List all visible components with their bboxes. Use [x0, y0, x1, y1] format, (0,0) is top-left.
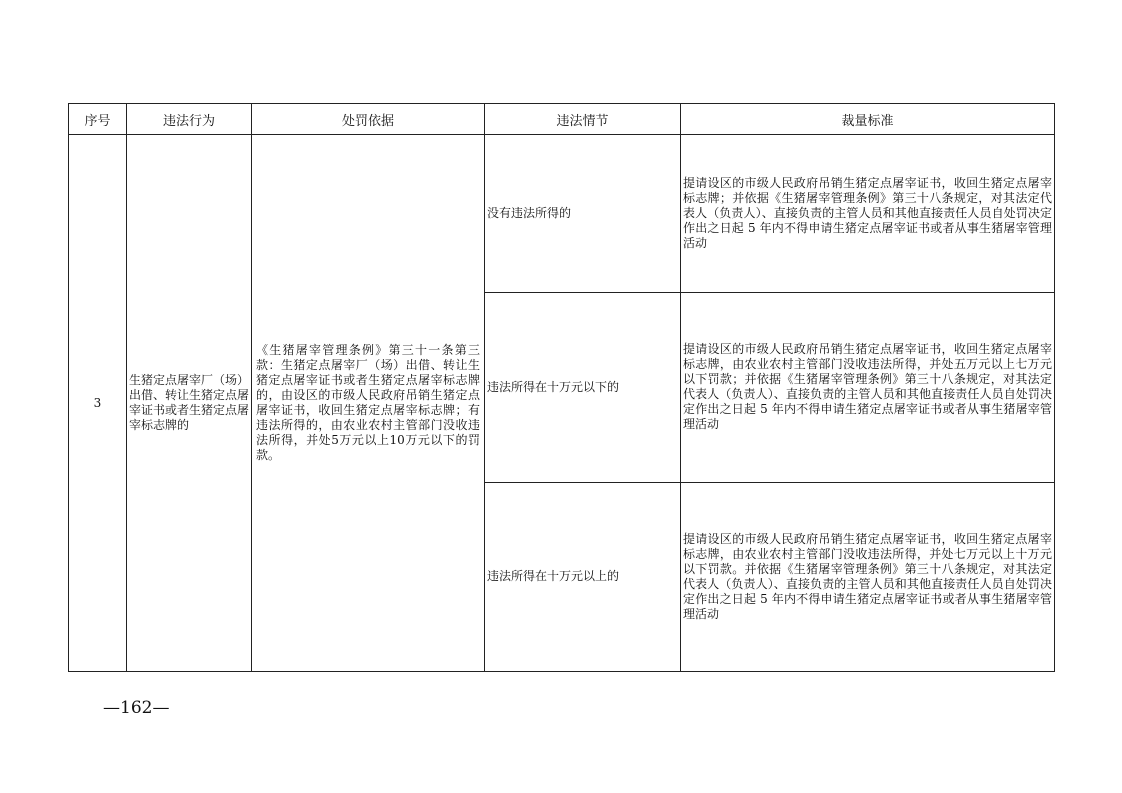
circumstance-cell: 违法所得在十万元以上的 — [485, 482, 681, 671]
header-standard: 裁量标准 — [681, 104, 1055, 135]
standard-cell: 提请设区的市级人民政府吊销生猪定点屠宰证书，收回生猪定点屠宰标志牌；并依据《生猪屠宰管理条例》第三十八条规定，对其法定代表人（负责人）、直接负责的主管人员和其他直接责任人员自处罚决定作出之日起 5 年内不得申请生猪定点屠宰证书或者从事生猪屠宰管理活动 — [681, 135, 1055, 293]
table-row — [69, 135, 1055, 293]
header-circumstance: 违法情节 — [485, 104, 681, 135]
header-penalty-basis: 处罚依据 — [252, 104, 485, 135]
standard-cell: 提请设区的市级人民政府吊销生猪定点屠宰证书，收回生猪定点屠宰标志牌，由农业农村主管部门没收违法所得，并处七万元以上十万元以下罚款。并依据《生猪屠宰管理条例》第三十八条规定，对其法定代表人（负责人）、直接负责的主管人员和其他直接责任人员自处罚决定作出之日起 5 年内不得申请生猪定点屠宰证书或者从事生猪屠宰管理活动 — [681, 482, 1055, 671]
table-header-row — [69, 104, 1055, 135]
page-number: —162— — [103, 698, 170, 718]
standard-cell: 提请设区的市级人民政府吊销生猪定点屠宰证书，收回生猪定点屠宰标志牌，由农业农村主管部门没收违法所得，并处五万元以上七万元以下罚款；并依据《生猪屠宰管理条例》第三十八条规定，对其法定代表人（负责人）、直接负责的主管人员和其他直接责任人员自处罚决定作出之日起 5 年内不得申请生猪定点屠宰证书或者从事生猪屠宰管理活动 — [681, 293, 1055, 482]
row-number: 3 — [69, 135, 127, 672]
violation-text: 生猪定点屠宰厂（场）出借、转让生猪定点屠宰证书或者生猪定点屠宰标志牌的 — [127, 135, 252, 672]
header-number: 序号 — [69, 104, 127, 135]
header-violation: 违法行为 — [127, 104, 252, 135]
penalty-standard-table — [68, 103, 1055, 672]
circumstance-cell: 没有违法所得的 — [485, 135, 681, 293]
circumstance-cell: 违法所得在十万元以下的 — [485, 293, 681, 482]
penalty-basis-text: 《生猪屠宰管理条例》第三十一条第三款：生猪定点屠宰厂（场）出借、转让生猪定点屠宰证书或者生猪定点屠宰标志牌的，由设区的市级人民政府吊销生猪定点屠宰证书，收回生猪定点屠宰标志牌；有违法所得的，由农业农村主管部门没收违法所得，并处5万元以上10万元以下的罚款。 — [252, 135, 485, 672]
